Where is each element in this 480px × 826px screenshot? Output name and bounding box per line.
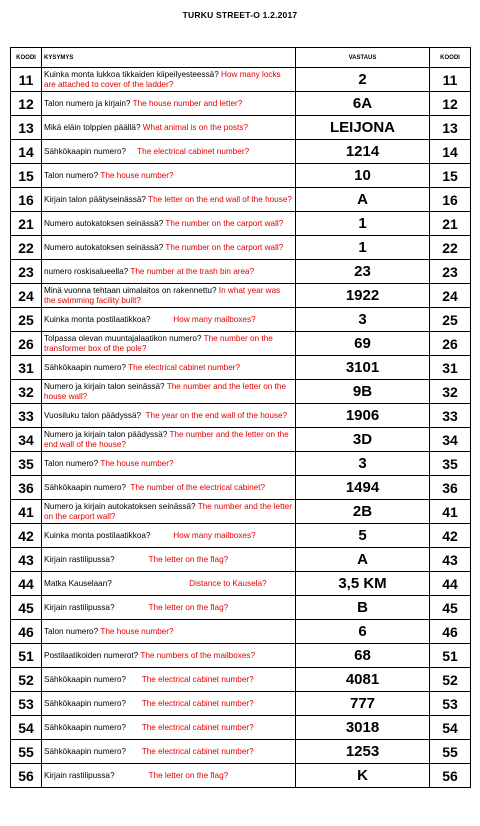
code-right-cell: 24 (430, 284, 471, 308)
code-right-cell: 52 (430, 668, 471, 692)
code-left-cell: 55 (11, 740, 42, 764)
answer-cell: 6A (296, 92, 430, 116)
code-right-cell: 45 (430, 596, 471, 620)
code-right-cell: 22 (430, 236, 471, 260)
code-right-cell: 35 (430, 452, 471, 476)
answer-cell: 4081 (296, 668, 430, 692)
question-english: The electrical cabinet number? (141, 674, 254, 684)
question-finnish: Kirjain rastilipussa? (44, 554, 115, 564)
question-finnish: Talon numero? (44, 170, 99, 180)
code-right-cell: 56 (430, 764, 471, 788)
question-cell (42, 668, 296, 692)
code-right-cell: 41 (430, 500, 471, 524)
question-english: The number at the trash bin area? (130, 266, 255, 276)
question-cell (42, 308, 296, 332)
code-left-cell: 16 (11, 188, 42, 212)
code-left-cell: 23 (11, 260, 42, 284)
code-right-cell: 33 (430, 404, 471, 428)
answer-cell: 5 (296, 524, 430, 548)
answer-cell: 23 (296, 260, 430, 284)
answer-cell: 1922 (296, 284, 430, 308)
question-cell (42, 620, 296, 644)
code-right-cell: 34 (430, 428, 471, 452)
code-right-cell: 12 (430, 92, 471, 116)
table-row (11, 236, 471, 260)
code-left-cell: 36 (11, 476, 42, 500)
question-english: The house number? (100, 170, 174, 180)
table-row (11, 692, 471, 716)
answer-cell: 10 (296, 164, 430, 188)
question-english: In what year was the swimming facility built? (44, 286, 281, 305)
code-right-cell: 44 (430, 572, 471, 596)
question-cell (42, 284, 296, 308)
question-spacer (112, 579, 189, 588)
table-row (11, 452, 471, 476)
table-row (11, 596, 471, 620)
answer-cell: 1214 (296, 140, 430, 164)
table-row (11, 284, 471, 308)
question-finnish: Postilaatikoiden numerot? (44, 650, 139, 660)
answer-cell: 777 (296, 692, 430, 716)
question-finnish: Numero ja kirjain talon seinässä? (44, 382, 165, 391)
header-answer: VASTAUS (296, 48, 430, 68)
question-english: How many locks are attached to cover of the ladder? (44, 70, 281, 89)
table-row (11, 524, 471, 548)
code-left-cell: 25 (11, 308, 42, 332)
question-english: The house number and letter? (132, 98, 243, 108)
question-finnish: Sähkökaapin numero? (44, 482, 126, 492)
question-finnish: Kirjain rastilipussa? (44, 602, 115, 612)
code-right-cell: 25 (430, 308, 471, 332)
question-finnish: Kirjain talon päätyseinässä? (44, 194, 146, 204)
question-english: The number of the electrical cabinet? (130, 482, 266, 492)
code-right-cell: 16 (430, 188, 471, 212)
code-left-cell: 15 (11, 164, 42, 188)
question-english: The electrical cabinet number? (141, 746, 254, 756)
question-english: The house number? (100, 458, 174, 468)
answer-cell: 1 (296, 236, 430, 260)
code-right-cell: 13 (430, 116, 471, 140)
question-finnish: Kuinka monta postilaatikkoa? (44, 314, 151, 324)
code-right-cell: 54 (430, 716, 471, 740)
table-body (11, 68, 471, 788)
question-finnish: Sähkökaapin numero? (44, 146, 126, 156)
answer-cell: 6 (296, 620, 430, 644)
table-row (11, 572, 471, 596)
code-left-cell: 13 (11, 116, 42, 140)
question-spacer (115, 555, 149, 564)
question-finnish: Sähkökaapin numero? (44, 674, 126, 684)
question-cell (42, 236, 296, 260)
question-cell (42, 452, 296, 476)
question-english: The number on the carport wall? (165, 242, 284, 252)
question-english: The electrical cabinet number? (128, 362, 241, 372)
table-row (11, 116, 471, 140)
code-left-cell: 14 (11, 140, 42, 164)
question-english: The number on the transformer box of the pole? (44, 334, 273, 353)
question-english: The letter on the flag? (148, 770, 229, 780)
question-english: The number on the carport wall? (165, 218, 284, 228)
question-cell (42, 260, 296, 284)
answer-cell: 2 (296, 68, 430, 92)
question-finnish: Mikä eläin tolppien päällä? (44, 122, 141, 132)
question-cell (42, 476, 296, 500)
code-right-cell: 55 (430, 740, 471, 764)
answer-cell: 68 (296, 644, 430, 668)
table-row (11, 644, 471, 668)
header-code-right: KOODI (430, 48, 471, 68)
answer-cell: 1 (296, 212, 430, 236)
question-spacer (126, 147, 137, 156)
question-cell (42, 356, 296, 380)
question-cell (42, 92, 296, 116)
answer-cell: 3 (296, 452, 430, 476)
table-row (11, 140, 471, 164)
question-english: The number and the letter on the end wall of the house? (44, 430, 289, 449)
question-spacer (151, 531, 174, 540)
questions-table (10, 47, 471, 788)
header-question: KYSYMYS (42, 48, 296, 68)
table-row (11, 740, 471, 764)
question-finnish: Sähkökaapin numero? (44, 698, 126, 708)
answer-cell: K (296, 764, 430, 788)
code-left-cell: 35 (11, 452, 42, 476)
code-right-cell: 26 (430, 332, 471, 356)
question-english: The number and the letter on the carport wall? (44, 502, 292, 521)
table-row (11, 212, 471, 236)
question-spacer (115, 771, 149, 780)
question-spacer (115, 603, 149, 612)
question-cell (42, 332, 296, 356)
answer-cell: 3 (296, 308, 430, 332)
code-left-cell: 24 (11, 284, 42, 308)
code-left-cell: 51 (11, 644, 42, 668)
code-left-cell: 53 (11, 692, 42, 716)
header-code-left: KOODI (11, 48, 42, 68)
code-left-cell: 41 (11, 500, 42, 524)
question-english: The letter on the end wall of the house? (148, 194, 292, 204)
question-english: The house number? (100, 626, 174, 636)
question-finnish: Vuosiluku talon päädyssä? (44, 410, 142, 420)
code-right-cell: 53 (430, 692, 471, 716)
question-finnish: Minä vuonna tehtaan uimalaitos on rakennettu? (44, 286, 217, 295)
answer-cell: A (296, 548, 430, 572)
code-left-cell: 52 (11, 668, 42, 692)
answer-cell: 2B (296, 500, 430, 524)
table-row (11, 668, 471, 692)
question-cell (42, 596, 296, 620)
answer-cell: 1906 (296, 404, 430, 428)
question-finnish: Matka Kauselaan? (44, 578, 112, 588)
question-cell (42, 212, 296, 236)
code-left-cell: 34 (11, 428, 42, 452)
question-english: The electrical cabinet number? (141, 698, 254, 708)
table-row (11, 356, 471, 380)
question-spacer (126, 699, 142, 708)
code-right-cell: 43 (430, 548, 471, 572)
code-right-cell: 51 (430, 644, 471, 668)
code-right-cell: 11 (430, 68, 471, 92)
code-right-cell: 14 (430, 140, 471, 164)
table-row (11, 68, 471, 92)
answer-cell: 1494 (296, 476, 430, 500)
code-left-cell: 56 (11, 764, 42, 788)
question-spacer (126, 747, 142, 756)
code-left-cell: 44 (11, 572, 42, 596)
answer-cell: 3018 (296, 716, 430, 740)
table-row (11, 188, 471, 212)
code-left-cell: 43 (11, 548, 42, 572)
question-finnish: Numero autokatoksen seinässä? (44, 242, 164, 252)
answer-cell: LEIJONA (296, 116, 430, 140)
question-finnish: Kuinka monta lukkoa tikkaiden kiipeilyesteessä? (44, 70, 219, 79)
question-cell (42, 500, 296, 524)
answer-cell: 3D (296, 428, 430, 452)
code-left-cell: 26 (11, 332, 42, 356)
answer-cell: 9B (296, 380, 430, 404)
code-left-cell: 22 (11, 236, 42, 260)
table-row (11, 476, 471, 500)
question-cell (42, 116, 296, 140)
table-row (11, 332, 471, 356)
code-left-cell: 11 (11, 68, 42, 92)
question-finnish: Kuinka monta postilaatikkoa? (44, 530, 151, 540)
table-row (11, 548, 471, 572)
question-english: The numbers of the mailboxes? (140, 650, 256, 660)
code-left-cell: 33 (11, 404, 42, 428)
code-left-cell: 21 (11, 212, 42, 236)
table-row (11, 308, 471, 332)
table-row (11, 92, 471, 116)
question-cell (42, 716, 296, 740)
code-left-cell: 42 (11, 524, 42, 548)
question-english: How many mailboxes? (173, 314, 256, 324)
code-right-cell: 36 (430, 476, 471, 500)
question-cell (42, 428, 296, 452)
question-cell (42, 188, 296, 212)
code-right-cell: 21 (430, 212, 471, 236)
table-row (11, 404, 471, 428)
question-cell (42, 764, 296, 788)
question-finnish: Talon numero? (44, 458, 99, 468)
question-finnish: Talon numero ja kirjain? (44, 98, 131, 108)
question-spacer (151, 315, 174, 324)
document-title: TURKU STREET-O 1.2.2017 (182, 10, 298, 20)
code-right-cell: 15 (430, 164, 471, 188)
table-row (11, 620, 471, 644)
question-english: The electrical cabinet number? (137, 146, 250, 156)
question-cell (42, 548, 296, 572)
table-row (11, 428, 471, 452)
code-left-cell: 54 (11, 716, 42, 740)
question-english: The number and the letter on the house wall? (44, 382, 287, 401)
question-cell (42, 68, 296, 92)
question-english: The year on the end wall of the house? (145, 410, 288, 420)
code-left-cell: 12 (11, 92, 42, 116)
answer-cell: 69 (296, 332, 430, 356)
question-finnish: Numero autokatoksen seinässä? (44, 218, 164, 228)
table-row (11, 260, 471, 284)
question-finnish: Sähkökaapin numero? (44, 722, 126, 732)
question-cell (42, 644, 296, 668)
header-row (11, 48, 471, 68)
answer-cell: 3101 (296, 356, 430, 380)
question-cell (42, 692, 296, 716)
question-finnish: Numero ja kirjain autokatoksen seinässä? (44, 502, 196, 511)
table-row (11, 500, 471, 524)
question-finnish: Numero ja kirjain talon päädyssä? (44, 430, 168, 439)
code-left-cell: 32 (11, 380, 42, 404)
question-english: What animal is on the posts? (142, 122, 248, 132)
table-row (11, 380, 471, 404)
answer-cell: 1253 (296, 740, 430, 764)
question-finnish: Kirjain rastilipussa? (44, 770, 115, 780)
question-cell (42, 524, 296, 548)
question-finnish: Tolpassa olevan muuntajalaatikon numero? (44, 334, 202, 343)
answer-cell: 3,5 KM (296, 572, 430, 596)
answer-cell: A (296, 188, 430, 212)
code-right-cell: 23 (430, 260, 471, 284)
question-spacer (126, 675, 142, 684)
question-cell (42, 380, 296, 404)
question-english: The letter on the flag? (148, 554, 229, 564)
question-english: How many mailboxes? (173, 530, 256, 540)
question-cell (42, 572, 296, 596)
code-right-cell: 42 (430, 524, 471, 548)
question-english: Distance to Kausela? (189, 578, 267, 588)
code-left-cell: 31 (11, 356, 42, 380)
question-finnish: Talon numero? (44, 626, 99, 636)
answer-cell: B (296, 596, 430, 620)
question-finnish: numero roskisalueella? (44, 266, 129, 276)
question-spacer (126, 723, 142, 732)
table-row (11, 764, 471, 788)
question-english: The electrical cabinet number? (141, 722, 254, 732)
question-finnish: Sähkökaapin numero? (44, 362, 126, 372)
code-right-cell: 31 (430, 356, 471, 380)
code-left-cell: 46 (11, 620, 42, 644)
question-cell (42, 740, 296, 764)
table-row (11, 164, 471, 188)
code-right-cell: 46 (430, 620, 471, 644)
question-english: The letter on the flag? (148, 602, 229, 612)
question-finnish: Sähkökaapin numero? (44, 746, 126, 756)
table-row (11, 716, 471, 740)
question-cell (42, 140, 296, 164)
question-cell (42, 404, 296, 428)
code-right-cell: 32 (430, 380, 471, 404)
question-cell (42, 164, 296, 188)
code-left-cell: 45 (11, 596, 42, 620)
